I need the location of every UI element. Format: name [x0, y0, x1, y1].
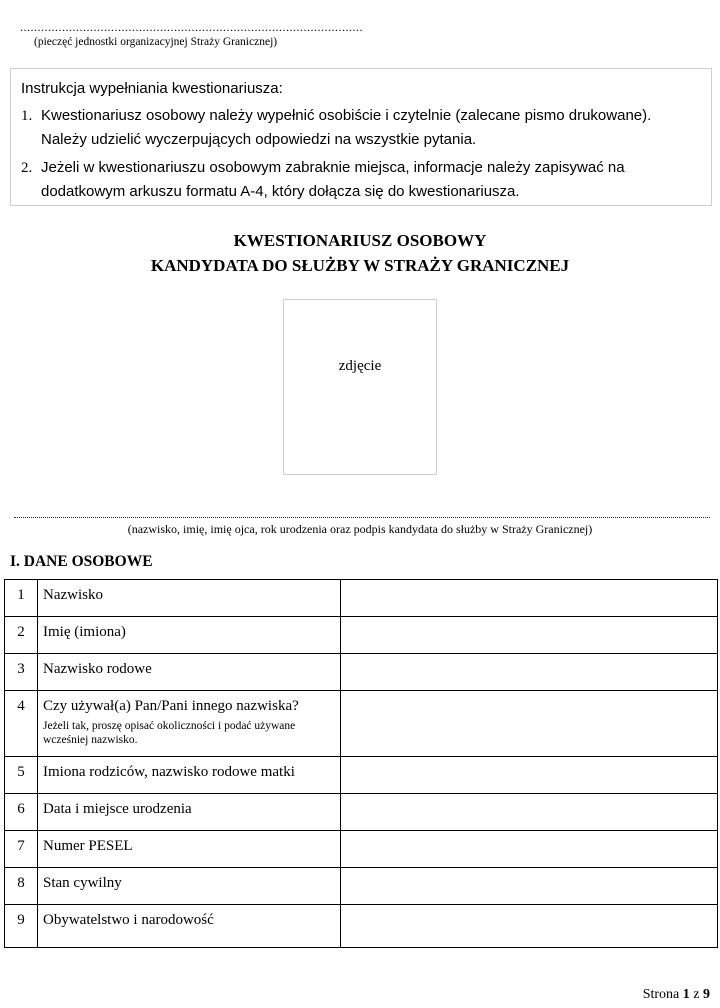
instruction-number: 1. [21, 108, 33, 124]
stamp-caption: (pieczęć jednostki organizacyjnej Straży Granicznej) [34, 36, 278, 48]
answer-field-surname[interactable] [341, 580, 718, 617]
row-label: Obywatelstwo i narodowość [38, 905, 341, 948]
row-label: Numer PESEL [38, 831, 341, 868]
table-row [5, 868, 718, 905]
row-number: 8 [5, 868, 38, 905]
row-number: 5 [5, 757, 38, 794]
page-prefix: Strona [642, 987, 680, 1002]
table-row [5, 831, 718, 868]
document-subtitle: KANDYDATA DO SŁUŻBY W STRAŻY GRANICZNEJ [150, 256, 570, 275]
page-separator: z [693, 987, 700, 1002]
personal-data-table [4, 579, 718, 948]
row-number: 1 [5, 580, 38, 617]
table-row [5, 580, 718, 617]
row-label: Imię (imiona) [38, 617, 341, 654]
instruction-text: Kwestionariusz osobowy należy wypełnić osobiście i czytelnie (zalecane pismo drukowane). Należy udzielić wyczerpujących odpowiedzi na wszystkie pytania. [41, 107, 652, 148]
document-title: KWESTIONARIUSZ OSOBOWY [233, 231, 487, 250]
row-label-cell [38, 691, 341, 757]
stamp-dotted-line: .................................................................................................. [20, 20, 363, 34]
table-row [5, 617, 718, 654]
photo-label: zdjęcie [338, 358, 382, 374]
row-label: Nazwisko [38, 580, 341, 617]
answer-field-citizenship[interactable] [341, 905, 718, 948]
instruction-text: Jeżeli w kwestionariuszu osobowym zabraknie miejsca, informacje należy zapisywać na dodatkowym arkuszu formatu A-4, który dołącza się do kwestionariusza. [41, 159, 625, 200]
row-number: 7 [5, 831, 38, 868]
signature-caption: (nazwisko, imię, imię ojca, rok urodzenia oraz podpis kandydata do służby w Straży Granicznej) [127, 522, 593, 536]
row-number: 4 [5, 691, 38, 757]
answer-field-parents[interactable] [341, 757, 718, 794]
row-number: 9 [5, 905, 38, 948]
answer-field-first-names[interactable] [341, 617, 718, 654]
answer-field-other-surname[interactable] [341, 691, 718, 757]
table-row [5, 757, 718, 794]
row-label: Czy używał(a) Pan/Pani innego nazwiska? [43, 698, 299, 714]
row-label: Stan cywilny [38, 868, 341, 905]
table-row [5, 794, 718, 831]
row-label: Nazwisko rodowe [38, 654, 341, 691]
row-number: 2 [5, 617, 38, 654]
total-pages: 9 [703, 987, 710, 1002]
instruction-item [21, 104, 701, 152]
photo-placeholder [283, 299, 437, 475]
instructions-heading: Instrukcja wypełniania kwestionariusza: [21, 80, 283, 97]
answer-field-birth[interactable] [341, 794, 718, 831]
row-number: 6 [5, 794, 38, 831]
row-label: Data i miejsce urodzenia [38, 794, 341, 831]
row-number: 3 [5, 654, 38, 691]
row-label: Imiona rodziców, nazwisko rodowe matki [38, 757, 341, 794]
signature-dotted-line[interactable] [14, 511, 710, 518]
table-row [5, 905, 718, 948]
instructions-box [10, 68, 712, 206]
table-row [5, 654, 718, 691]
answer-field-family-name[interactable] [341, 654, 718, 691]
stamp-area [20, 20, 363, 48]
current-page: 1 [682, 987, 690, 1002]
page-number [643, 987, 710, 1003]
instruction-item [21, 156, 701, 204]
instruction-number: 2. [21, 160, 33, 176]
answer-field-pesel[interactable] [341, 831, 718, 868]
row-note: Jeżeli tak, proszę opisać okoliczności i podać używane wcześniej nazwisko. [43, 720, 296, 746]
section-title: I. DANE OSOBOWE [10, 553, 153, 570]
answer-field-marital-status[interactable] [341, 868, 718, 905]
table-row [5, 691, 718, 757]
